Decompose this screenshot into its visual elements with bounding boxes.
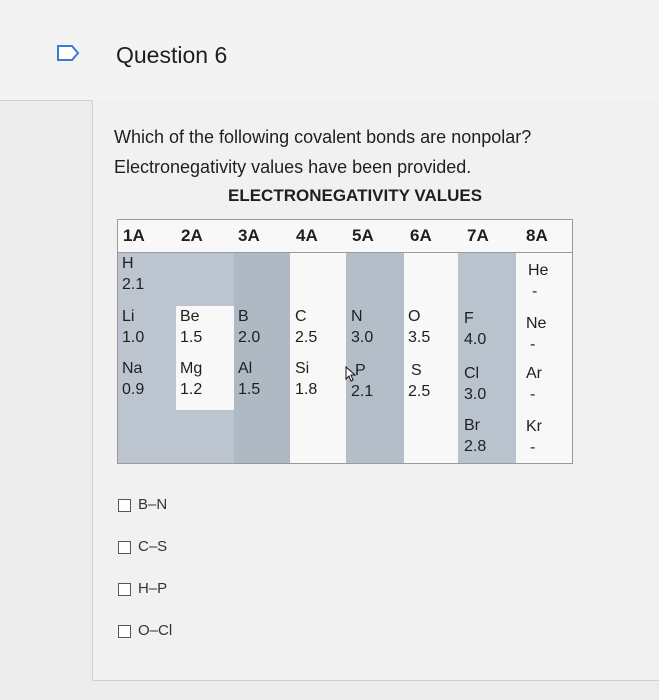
choice-label-c-s: C–S: [138, 538, 168, 555]
checkbox-o-cl[interactable]: [118, 625, 131, 638]
question-line-1: Which of the following covalent bonds are nonpolar?: [114, 127, 532, 147]
cell-si: Si 1.8: [295, 360, 318, 398]
choice-label-b-n: B–N: [138, 496, 168, 513]
cell-he: He -: [528, 262, 549, 300]
cell-be: Be 1.5: [180, 308, 203, 346]
header-7a: 7A: [467, 226, 489, 245]
question-header: [0, 0, 659, 101]
table-title: ELECTRONEGATIVITY VALUES: [228, 186, 483, 205]
cell-n: N 3.0: [351, 308, 374, 346]
flag-icon[interactable]: [56, 44, 80, 62]
question-text: [114, 122, 634, 182]
header-3a: 3A: [238, 226, 260, 245]
choice-h-p[interactable]: [118, 580, 318, 602]
cell-ar: Ar -: [526, 365, 542, 403]
header-8a: 8A: [526, 226, 548, 245]
electronegativity-table: [117, 219, 573, 464]
cell-mg: Mg 1.2: [180, 360, 203, 398]
shade-5a: [346, 252, 404, 463]
cell-s: S 2.5: [408, 362, 431, 400]
cell-li: Li 1.0: [122, 308, 145, 346]
header-2a: 2A: [181, 226, 203, 245]
cell-ne: Ne -: [526, 315, 547, 353]
cell-na: Na 0.9: [122, 360, 145, 398]
cell-br: Br 2.8: [464, 417, 487, 455]
cell-cl: Cl 3.0: [464, 365, 487, 403]
cell-f: F 4.0: [464, 310, 487, 348]
cell-p: P 2.1: [351, 362, 374, 400]
cell-o: O 3.5: [408, 308, 431, 346]
cell-al: Al 1.5: [238, 360, 261, 398]
choice-b-n[interactable]: [118, 496, 318, 518]
header-5a: 5A: [352, 226, 374, 245]
table-header-row: [118, 220, 572, 253]
header-1a: 1A: [123, 226, 145, 245]
checkbox-h-p[interactable]: [118, 583, 131, 596]
question-title: Question 6: [116, 42, 228, 68]
shade-2a-bottom: [176, 410, 234, 463]
choice-c-s[interactable]: [118, 538, 318, 560]
choice-label-o-cl: O–Cl: [138, 622, 173, 639]
header-4a: 4A: [296, 226, 318, 245]
checkbox-b-n[interactable]: [118, 499, 131, 512]
cell-b: B 2.0: [238, 308, 261, 346]
cell-h: H 2.1: [122, 255, 145, 293]
choice-label-h-p: H–P: [138, 580, 168, 597]
header-6a: 6A: [410, 226, 432, 245]
choice-o-cl[interactable]: [118, 622, 318, 644]
cell-c: C 2.5: [295, 308, 318, 346]
shade-2a-top: [176, 252, 234, 306]
checkbox-c-s[interactable]: [118, 541, 131, 554]
mouse-cursor-icon: [345, 366, 357, 382]
question-line-2: Electronegativity values have been provided.: [114, 157, 472, 177]
cell-kr: Kr -: [526, 418, 542, 456]
